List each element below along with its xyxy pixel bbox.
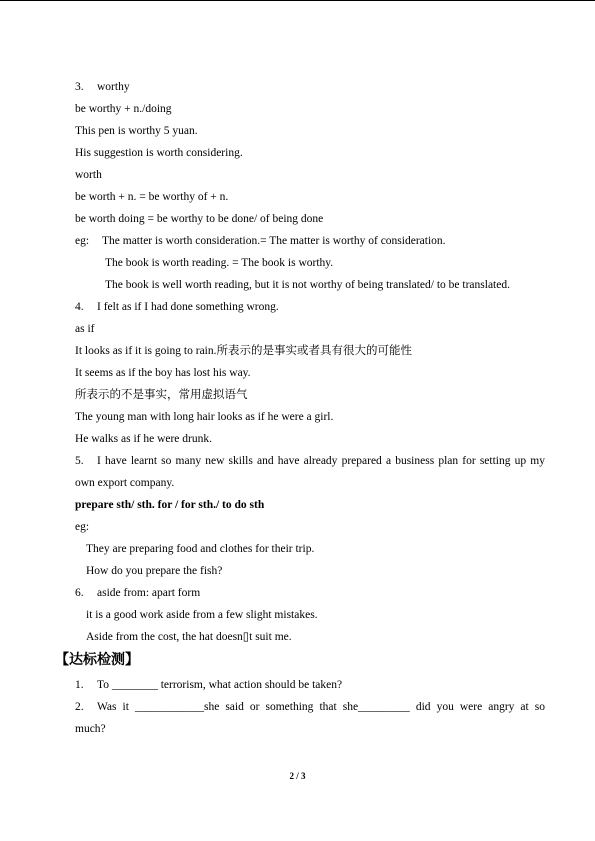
note-line: It looks as if it is going to rain.所表示的是事实或者具有很大的可能性 <box>75 345 413 357</box>
document-body <box>55 76 545 740</box>
note-line: worth <box>75 169 102 181</box>
section-heading: 【达标检测】 <box>55 652 139 668</box>
example-line <box>75 230 545 252</box>
example-sentence: The book is worth reading. = The book is worthy. <box>105 257 334 269</box>
note-line: The young man with long hair looks as if he were a girl. <box>75 411 334 423</box>
point-text: worthy <box>97 81 130 93</box>
point-number: 4. <box>75 301 84 313</box>
example-text: The matter is worth consideration.= The matter is worthy of consideration. <box>102 235 446 247</box>
point-number: 3. <box>75 81 84 93</box>
example-sentence: How do you prepare the fish? <box>86 565 223 577</box>
numbered-point <box>75 76 545 98</box>
example-sentence: The book is well worth reading, but it is not worthy of being translated/ to be translated. <box>105 279 510 291</box>
numbered-point <box>75 582 545 604</box>
page-number: 2 / 3 <box>289 771 306 781</box>
point-text: I felt as if I had done something wrong. <box>97 301 279 313</box>
numbered-point <box>75 450 545 472</box>
top-border-rule <box>0 0 595 1</box>
question-text: Was it ____________she said or something that she_________ did you were angry at so <box>97 701 545 713</box>
note-line: as if <box>75 323 95 335</box>
note-line: This pen is worthy 5 yuan. <box>75 125 198 137</box>
question-number: 1. <box>75 679 84 691</box>
key-phrase: prepare sth/ sth. for / for sth./ to do sth <box>75 499 265 511</box>
point-text-continuation: own export company. <box>75 477 175 489</box>
example-sentence: it is a good work aside from a few slight mistakes. <box>86 609 318 621</box>
question-number: 2. <box>75 701 84 713</box>
point-number: 6. <box>75 587 84 599</box>
test-question <box>75 674 545 696</box>
note-line: 所表示的不是事实，常用虚拟语气 <box>75 389 248 401</box>
note-line: It seems as if the boy has lost his way. <box>75 367 251 379</box>
example-sentence: They are preparing food and clothes for their trip. <box>86 543 315 555</box>
note-line: eg: <box>75 521 90 533</box>
point-text: aside from: apart form <box>97 587 201 599</box>
test-list <box>75 674 545 740</box>
note-line: be worthy + n./doing <box>75 103 172 115</box>
note-line: He walks as if he were drunk. <box>75 433 212 445</box>
question-text-continuation: much? <box>75 723 106 735</box>
note-line: His suggestion is worth considering. <box>75 147 243 159</box>
notes-list <box>75 76 545 648</box>
point-number: 5. <box>75 455 84 467</box>
point-text: I have learnt so many new skills and have already prepared a business plan for setting up my <box>97 455 545 467</box>
example-sentence: Aside from the cost, the hat doesn▯t suit me. <box>86 631 292 643</box>
note-line: be worth doing = be worthy to be done/ of being done <box>75 213 324 225</box>
question-text: To ________ terrorism, what action should be taken? <box>97 679 343 691</box>
example-label: eg: <box>75 235 90 247</box>
note-line: be worth + n. = be worthy of + n. <box>75 191 229 203</box>
test-question <box>75 696 545 718</box>
numbered-point <box>75 296 545 318</box>
